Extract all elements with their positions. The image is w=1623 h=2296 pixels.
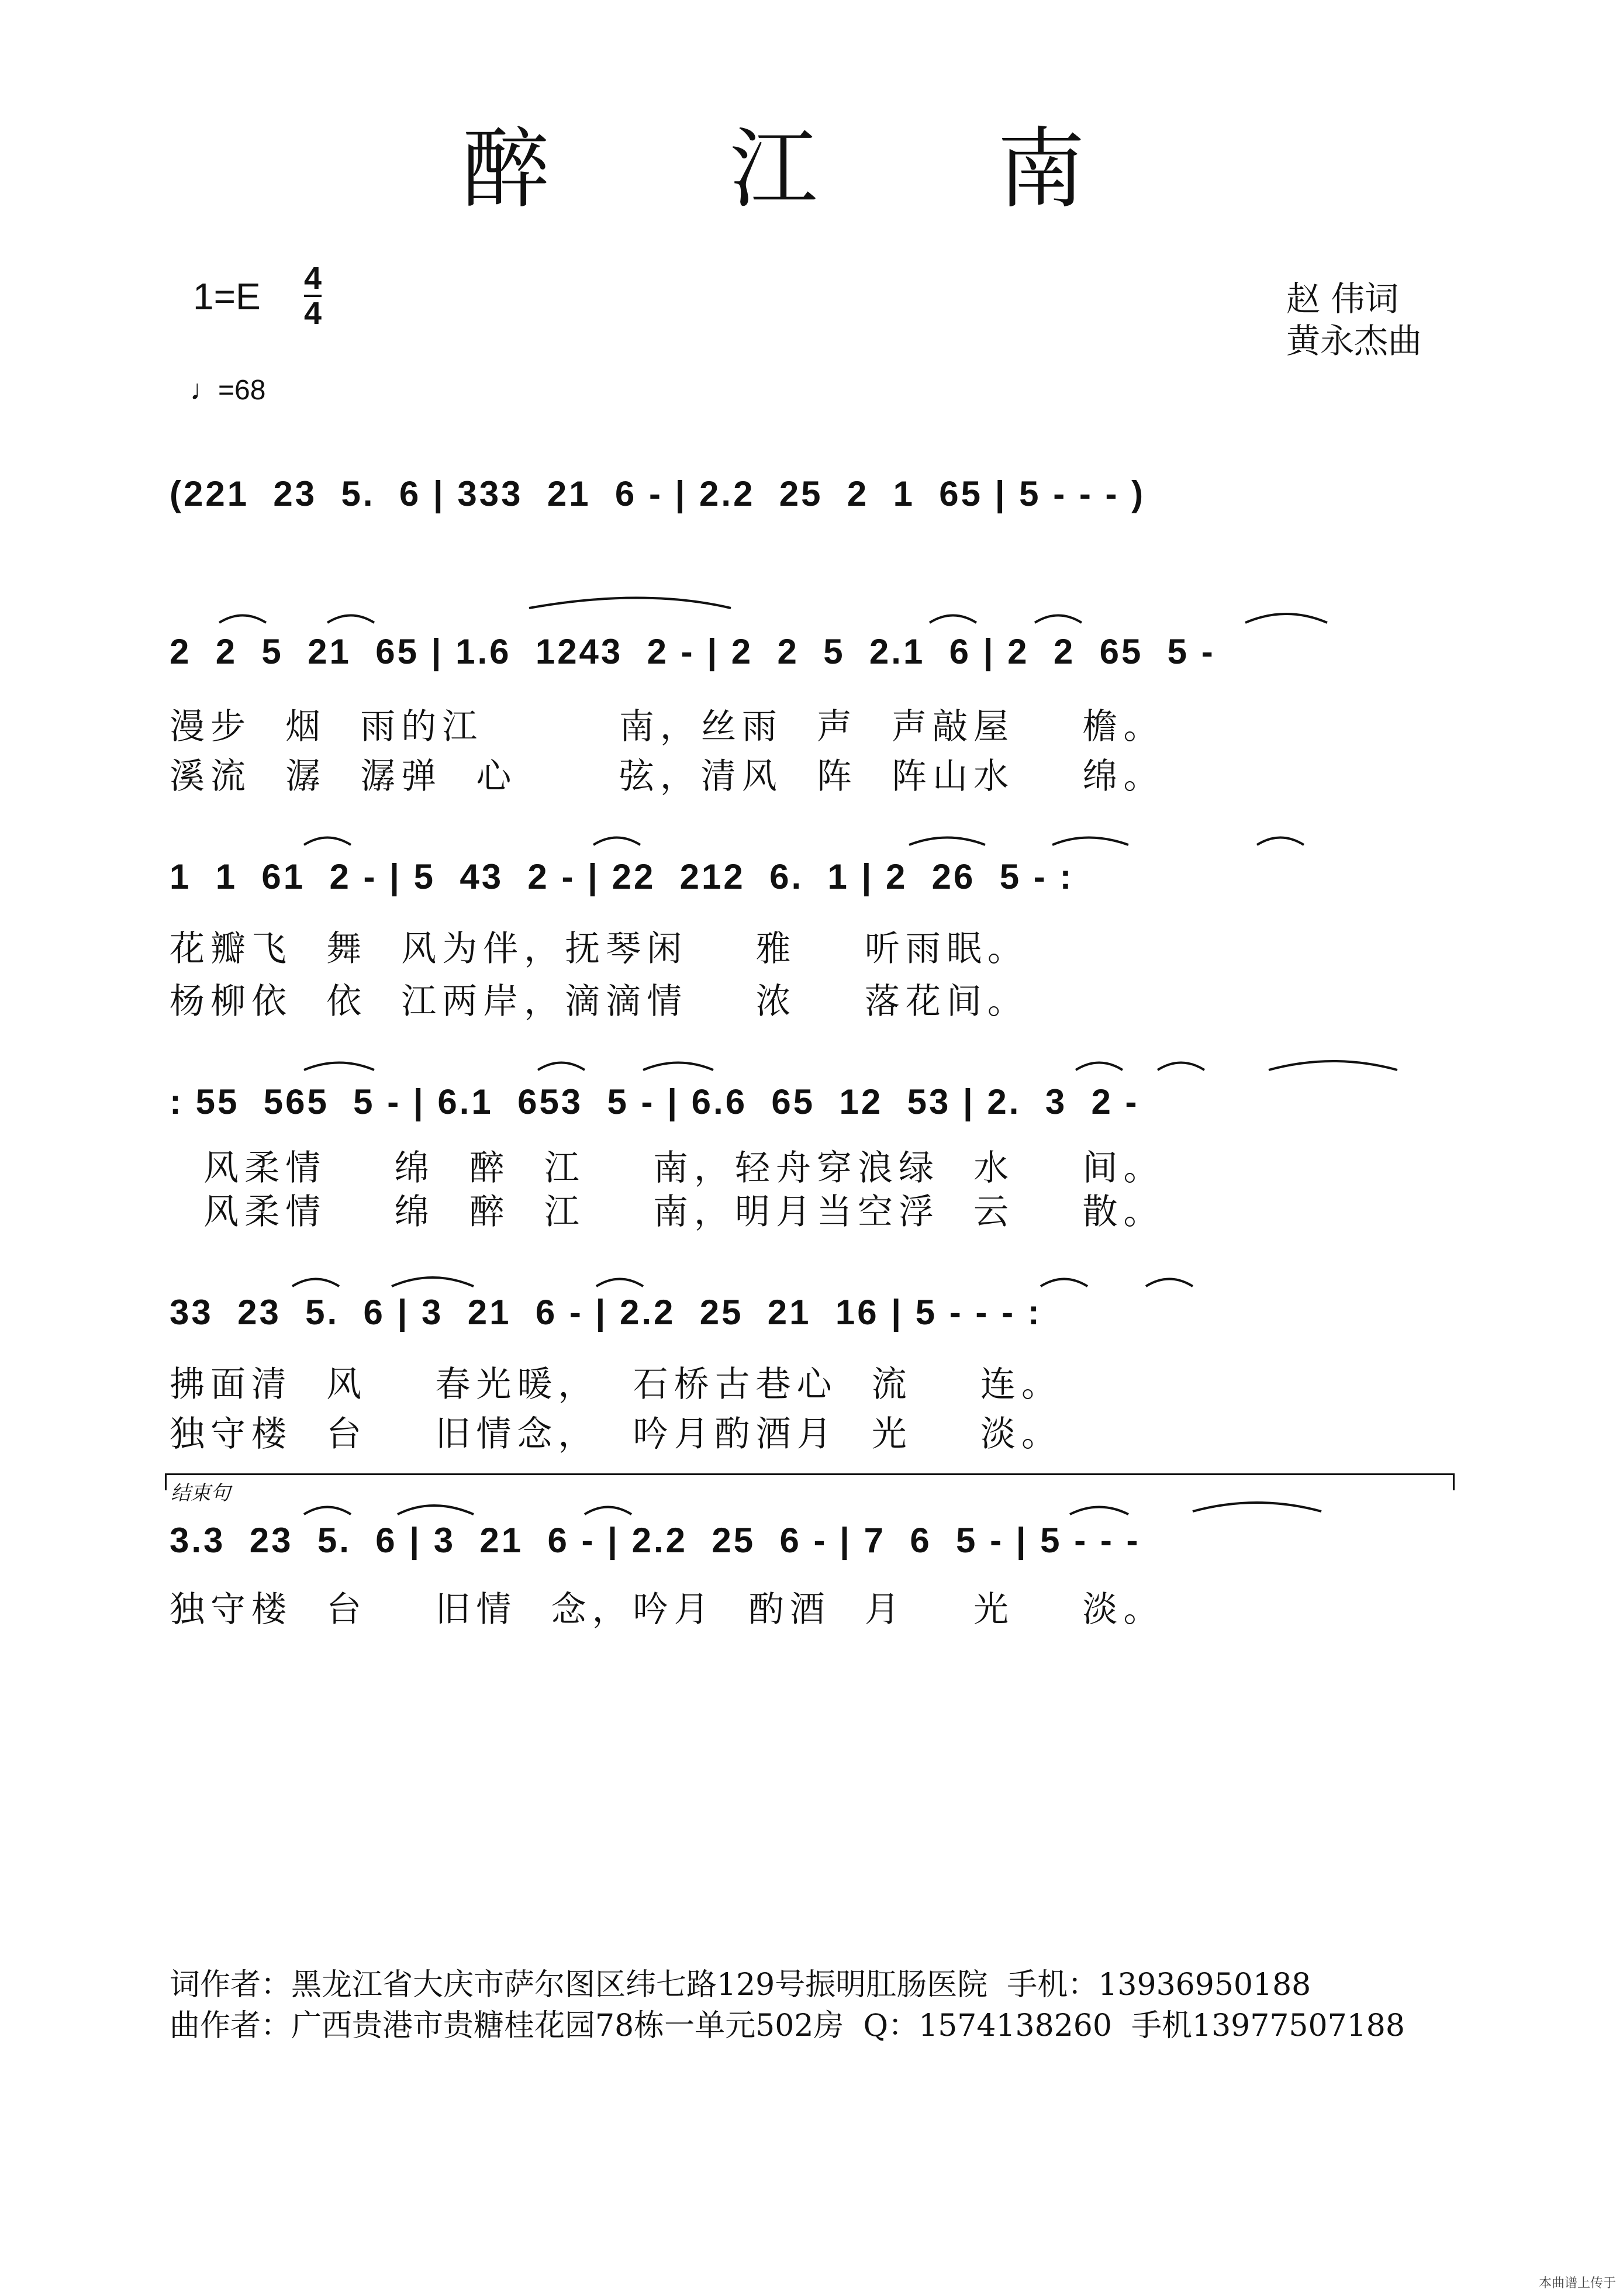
system-5-lyrics-verse-1: 拂面清 风 春光暖， 石桥古巷心 流 连。 [170,1364,1063,1405]
system-4-lyrics-verse-1: 风柔情 绵 醉 江 南，轻舟穿浪绿 水 间。 [170,1148,1165,1189]
system-6-lyrics: 独守楼 台 旧情 念，吟月 酌酒 月 光 淡。 [170,1589,1165,1630]
slur [1035,616,1082,623]
footer-composer-contact: 曲作者：广西贵港市贵糖桂花园78栋一单元502房 Q：1574138260 手机13977507188 [170,2008,1405,2043]
tempo-marking: ♩=68 [190,375,266,406]
slur [392,1278,474,1286]
system-2-lyrics-verse-1: 漫步 烟 雨的江 南，丝雨 声 声敲屋 檐。 [170,706,1165,747]
slur [930,616,976,623]
slur [1070,1507,1128,1515]
slur [327,616,374,623]
slur [1158,1063,1204,1071]
footer-lyricist-contact: 词作者：黑龙江省大庆市萨尔图区纬七路129号振明肛肠医院 手机：13936950188 [170,1967,1311,2002]
notes-line: 1 1 61 2 - | 5 43 2 - | 22 212 6. 1 | 2 26 5 - : [170,857,1074,896]
slur [398,1506,474,1514]
time-signature-bottom: 4 [304,296,322,331]
slur [909,838,985,845]
system-5-lyrics-verse-2: 独守楼 台 旧情念， 吟月酌酒月 光 淡。 [170,1414,1063,1455]
slur [1076,1063,1123,1071]
slur [1052,838,1128,845]
slur [596,1279,643,1287]
lyricist-credit: 赵 伟词 [1286,279,1399,319]
score-title: 醉 江 南 [462,119,1161,220]
system-2-lyrics-verse-2: 溪流 潺 潺弹 心 弦，清风 阵 阵山水 绵。 [170,756,1165,797]
system-4-lyrics-verse-2: 风柔情 绵 醉 江 南，明月当空浮 云 散。 [170,1192,1165,1232]
slur [1245,614,1327,623]
system-3-lyrics-verse-1: 花瓣飞 舞 风为伴，抚琴闲 雅 听雨眠。 [170,928,1028,969]
slur [1257,838,1304,845]
slur [529,598,731,609]
slur [643,1063,713,1071]
slur [585,1507,631,1515]
composer-credit: 黄永杰曲 [1286,321,1422,361]
notes-line: 3.3 23 5. 6 | 3 21 6 - | 2.2 25 6 - | 7 6 5 - | 5 - - - [170,1521,1141,1560]
slur [219,616,266,623]
notes-line: : 55 565 5 - | 6.1 653 5 - | 6.6 65 12 53 | 2. 3 2 - [170,1082,1139,1121]
notes-line: 33 23 5. 6 | 3 21 6 - | 2.2 25 21 16 | 5 - - - : [170,1293,1042,1332]
slur [538,1063,585,1071]
slur [1146,1279,1193,1287]
footer-info [170,1964,1405,2046]
slur [304,1507,351,1515]
watermark: 本曲谱上传于 [1538,2276,1616,2290]
slur [1269,1061,1397,1070]
slur [1193,1503,1321,1511]
slur [1041,1279,1087,1287]
key-signature: 1=E [193,275,261,317]
system-3-lyrics-verse-2: 杨柳依 依 江两岸，滴滴情 浓 落花间。 [170,981,1028,1022]
slur [292,1279,339,1287]
time-signature-top: 4 [304,261,322,296]
notes-line: 2 2 5 21 65 | 1.6 1243 2 - | 2 2 5 2.1 6 | 2 2 65 5 - [170,632,1215,671]
ending-label: 结束句 [171,1482,230,1505]
notes-line: (221 23 5. 6 | 333 21 6 - | 2.2 25 2 1 65 | 5 - - - ) [170,474,1146,513]
slur [304,838,351,845]
slur [304,1063,374,1071]
slur [593,838,640,845]
